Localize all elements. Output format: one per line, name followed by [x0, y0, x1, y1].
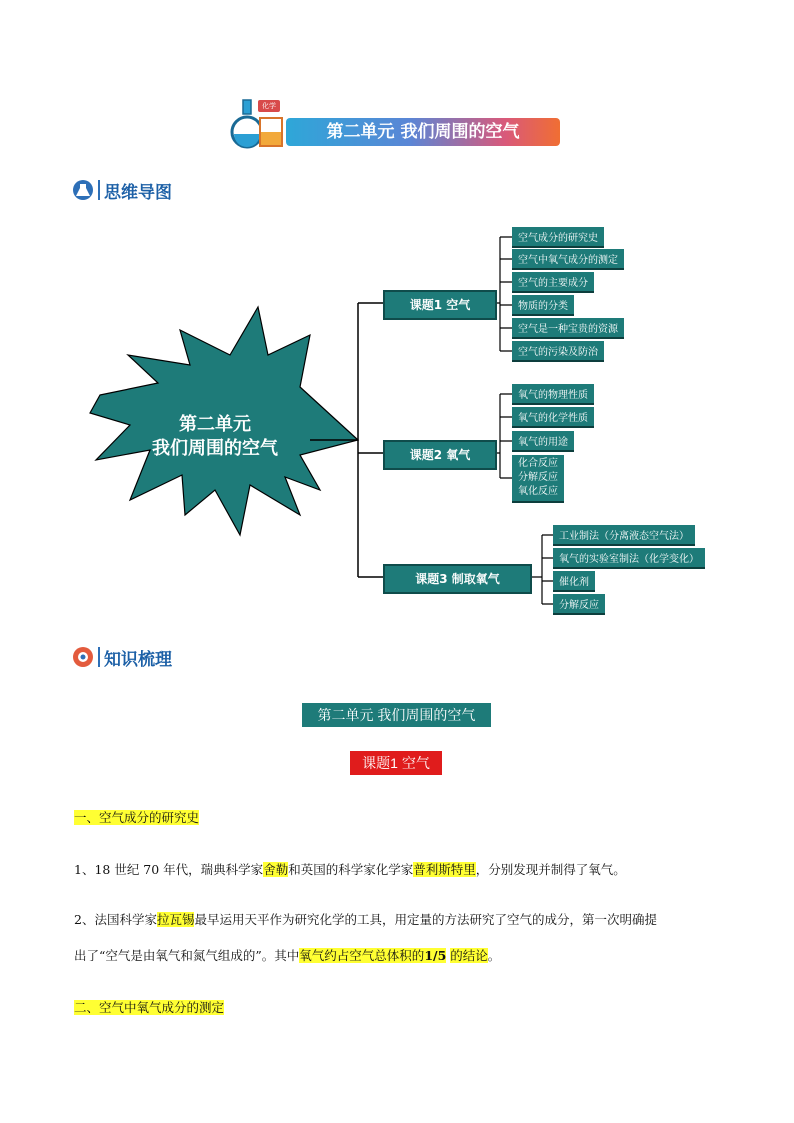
heading-1-text: 一、空气成分的研究史 — [74, 810, 200, 825]
leaf-item: 物质的分类 — [512, 295, 574, 316]
paragraph-2-line2 — [74, 946, 500, 964]
atom-section-icon — [72, 646, 94, 668]
mind-map — [0, 215, 794, 625]
heading-1 — [74, 808, 199, 826]
reaction-item: 分解反应 — [518, 472, 558, 483]
leaf-item: 氧气的化学性质 — [512, 407, 594, 428]
branch-lesson1: 课题1 空气 — [383, 290, 497, 320]
text: 出了“空气是由氧气和氮气组成的”。其中 — [74, 948, 300, 963]
unit-title: 第二单元 我们周围的空气 — [302, 703, 491, 727]
flask-section-icon — [72, 179, 94, 201]
leaf-item: 氧气的物理性质 — [512, 384, 594, 405]
highlight-text: 舍勒 — [263, 862, 289, 877]
divider — [98, 647, 100, 667]
reaction-item: 化合反应 — [518, 458, 558, 469]
reaction-item: 氧化反应 — [518, 486, 558, 497]
highlight-text: 的结论 — [450, 948, 488, 963]
text: 和英国的科学家化学家 — [288, 862, 414, 877]
center-topic-line2: 我们周围的空气 — [152, 438, 278, 459]
center-topic — [140, 413, 290, 461]
leaf-item: 空气的污染及防治 — [512, 341, 604, 362]
text: 。 — [487, 948, 501, 963]
center-topic-line1: 第二单元 — [179, 414, 251, 435]
leaf-reactions — [512, 455, 564, 503]
highlight-text: 氧气约占空气总体积的 — [299, 948, 425, 963]
leaf-item: 空气成分的研究史 — [512, 227, 604, 248]
paragraph-2-line1 — [74, 910, 657, 928]
branch-lesson3: 课题3 制取氧气 — [383, 564, 532, 594]
leaf-item: 氧气的实验室制法（化学变化） — [553, 548, 705, 569]
section-label: 知识梳理 — [104, 649, 172, 670]
leaf-item: 空气的主要成分 — [512, 272, 594, 293]
paragraph-1 — [74, 860, 626, 878]
lesson-title: 课题1 空气 — [350, 751, 442, 775]
highlight-fraction: 1/5 — [424, 948, 447, 963]
branch-lesson2: 课题2 氧气 — [383, 440, 497, 470]
highlight-text: 拉瓦锡 — [156, 912, 195, 927]
section-label: 思维导图 — [104, 182, 172, 203]
highlight-text: 普利斯特里 — [413, 862, 476, 877]
text: ，分别发现并制得了氧气。 — [475, 862, 626, 877]
page-title-banner: 第二单元 我们周围的空气 — [286, 118, 560, 146]
section-header-knowledge — [72, 644, 172, 670]
heading-2-text: 二、空气中氧气成分的测定 — [74, 1000, 225, 1015]
leaf-item: 催化剂 — [553, 571, 595, 592]
leaf-item: 空气是一种宝贵的资源 — [512, 318, 624, 339]
text: 最早运用天平作为研究化学的工具，用定量的方法研究了空气的成分，第一次明确提 — [194, 912, 657, 927]
text: 2、法国科学家 — [74, 912, 157, 927]
text: 1、18 世纪 70 年代，瑞典科学家 — [74, 862, 264, 877]
heading-2 — [74, 998, 224, 1016]
divider — [98, 180, 100, 200]
leaf-item: 氧气的用途 — [512, 431, 574, 452]
leaf-item: 分解反应 — [553, 594, 605, 615]
leaf-item: 空气中氧气成分的测定 — [512, 249, 624, 270]
section-header-mindmap — [72, 177, 172, 203]
leaf-item: 工业制法（分离液态空气法） — [553, 525, 695, 546]
chemistry-badge: 化学 — [258, 100, 280, 112]
